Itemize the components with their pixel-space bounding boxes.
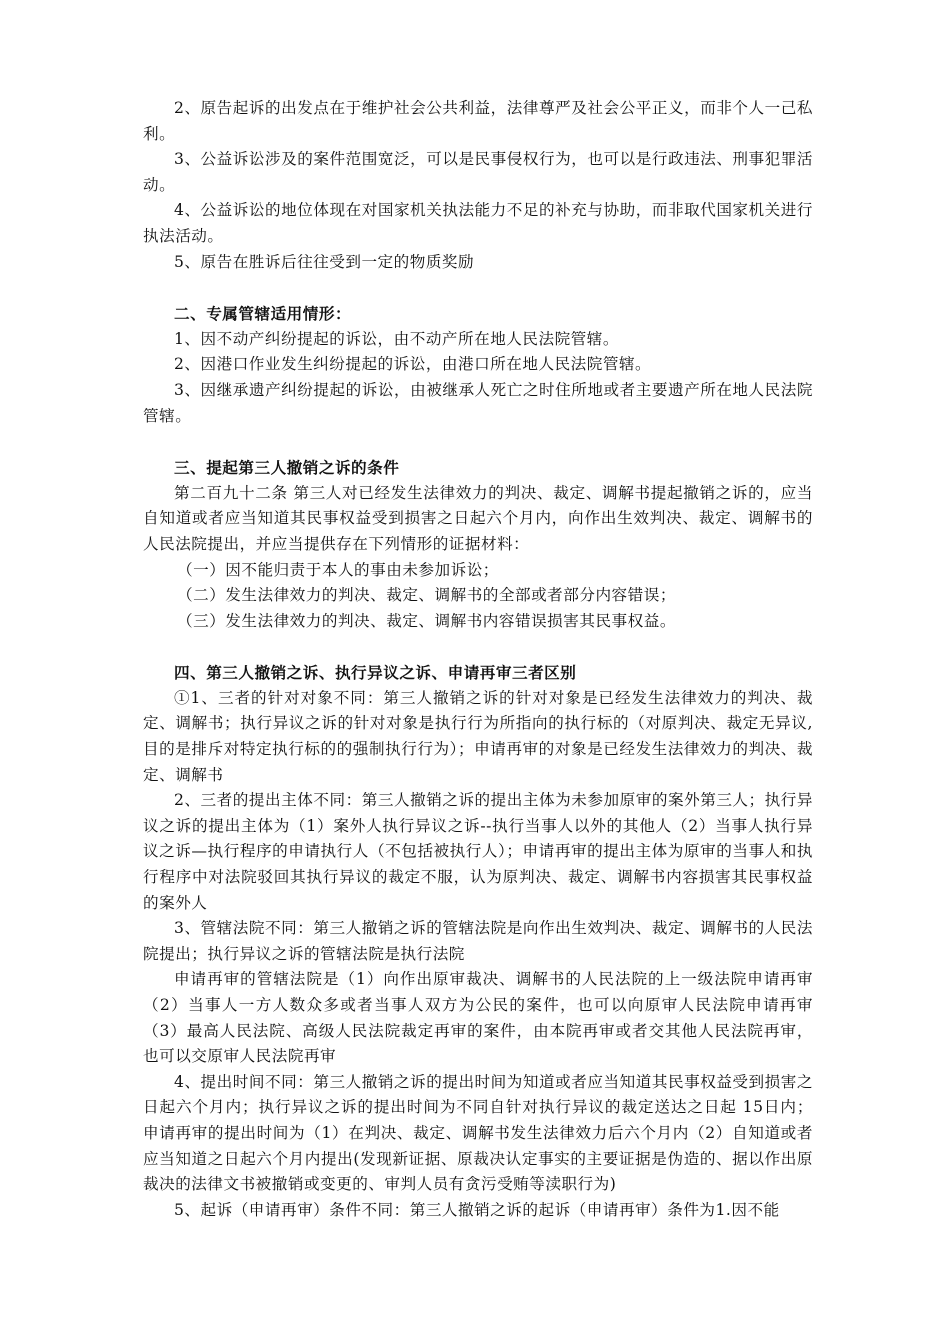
section4-paragraph: 2、三者的提出主体不同：第三人撤销之诉的提出主体为未参加原审的案外第三人；执行异议之诉的提出主体为（1）案外人执行异议之诉--执行当事人以外的其他人（2）当事人执行异议之诉—执行程序的申请执行人（不包括被执行人）；申请再审的提出主体为原审的当事人和执行程序中对法院驳回其执行异议的裁定不服，认为原判决、裁定、调解书内容损害其民事权益的案外人 bbox=[143, 791, 813, 912]
section3-item: （一）因不能归责于本人的事由未参加诉讼； bbox=[177, 560, 499, 579]
section3-item: （二）发生法律效力的判决、裁定、调解书的全部或者部分内容错误； bbox=[177, 586, 676, 605]
section2-item: 2、因港口作业发生纠纷提起的诉讼，由港口所在地人民法院管辖。 bbox=[174, 355, 652, 374]
section1-item: 4、公益诉讼的地位体现在对国家机关执法能力不足的补充与协助，而非取代国家机关进行执法活动。 bbox=[143, 201, 813, 245]
section1-item: 3、公益诉讼涉及的案件范围宽泛，可以是民事侵权行为，也可以是行政违法、刑事犯罪活动。 bbox=[143, 150, 813, 194]
section3-intro: 第二百九十二条 第三人对已经发生法律效力的判决、裁定、调解书提起撤销之诉的，应当自知道或者应当知道其民事权益受到损害之日起六个月内，向作出生效判决、裁定、调解书的人民法院提出，并应当提供存在下列情形的证据材料： bbox=[143, 483, 813, 553]
section-spacer bbox=[143, 275, 813, 301]
section-spacer bbox=[143, 429, 813, 455]
section4-heading: 四、第三人撤销之诉、执行异议之诉、申请再审三者区别 bbox=[174, 663, 577, 683]
section3-heading: 三、提起第三人撤销之诉的条件 bbox=[174, 458, 400, 478]
section2-item: 1、因不动产纠纷提起的诉讼，由不动产所在地人民法院管辖。 bbox=[174, 329, 619, 348]
section1-item: 2、原告起诉的出发点在于维护社会公共利益，法律尊严及社会公平正义，而非个人一己私利。 bbox=[143, 99, 813, 143]
section2-item: 3、因继承遗产纠纷提起的诉讼，由被继承人死亡之时住所地或者主要遗产所在地人民法院管辖。 bbox=[143, 380, 813, 425]
section1-item: 5、原告在胜诉后往往受到一定的物质奖励 bbox=[174, 252, 475, 271]
document-page bbox=[143, 96, 813, 1223]
section2-heading: 二、专属管辖适用情形： bbox=[174, 304, 352, 324]
section4-paragraph: 3、管辖法院不同：第三人撤销之诉的管辖法院是向作出生效判决、裁定、调解书的人民法院提出；执行异议之诉的管辖法院是执行法院 bbox=[143, 919, 813, 963]
section4-paragraph: 4、提出时间不同：第三人撤销之诉的提出时间为知道或者应当知道其民事权益受到损害之日起六个月内；执行异议之诉的提出时间为不同自针对执行异议的裁定送达之日起 15日内；申请再审的提出时间为（1）在判决、裁定、调解书发生法律效力后六个月内（2）自知道或者应当知道之日起六个月内提出(发现新证据、原裁决认定事实的主要证据是伪造的、据以作出原裁决的法律文书被撤销或变更的、审判人员有贪污受贿等渎职行为) bbox=[143, 1072, 813, 1194]
section3-item: （三）发生法律效力的判决、裁定、调解书内容错误损害其民事权益。 bbox=[177, 611, 676, 630]
section4-paragraph: 5、起诉（申请再审）条件不同：第三人撤销之诉的起诉（申请再审）条件为1.因不能 bbox=[174, 1200, 780, 1219]
section4-paragraph: ①1、三者的针对对象不同：第三人撤销之诉的针对对象是已经发生法律效力的判决、裁定、调解书；执行异议之诉的针对对象是执行行为所指向的执行标的（对原判决、裁定无异议,目的是排斥对特定执行标的的强制执行行为）；申请再审的对象是已经发生法律效力的判决、裁定、调解书 bbox=[143, 688, 813, 784]
section-spacer bbox=[143, 634, 813, 660]
section4-paragraph: 申请再审的管辖法院是（1）向作出原审裁决、调解书的人民法院的上一级法院申请再审（2）当事人一方人数众多或者当事人双方为公民的案件，也可以向原审人民法院申请再审（3）最高人民法院、高级人民法院裁定再审的案件，由本院再审或者交其他人民法院再审，也可以交原审人民法院再审 bbox=[143, 970, 813, 1066]
